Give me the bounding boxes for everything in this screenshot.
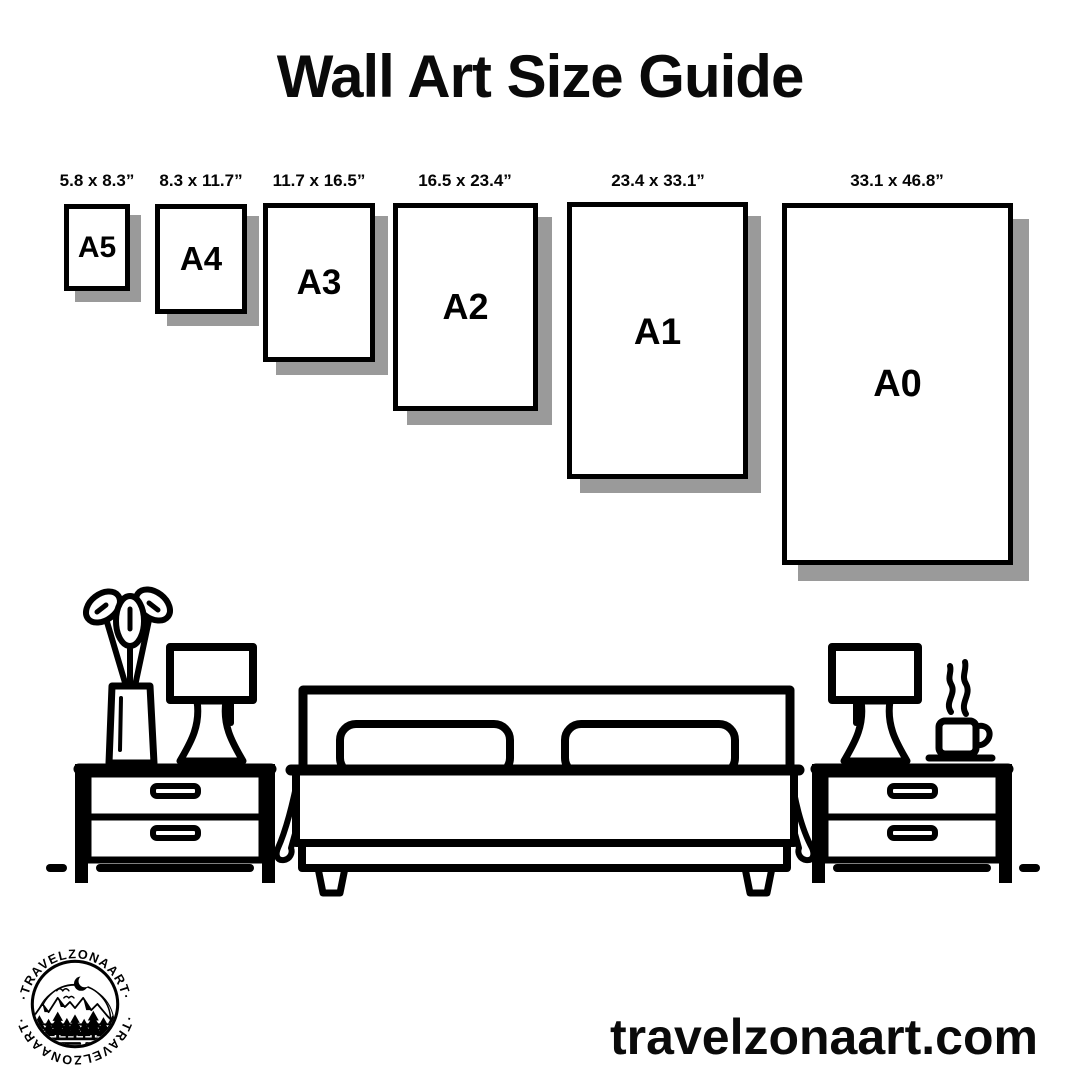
dimension-label-a1: 23.4 x 33.1”	[611, 171, 705, 190]
right-nightstand-icon	[816, 764, 1008, 883]
paper-letter-a3: A3	[296, 262, 342, 302]
left-nightstand-icon	[79, 764, 271, 883]
dimension-label-a3: 11.7 x 16.5”	[272, 171, 366, 190]
dimension-label-a4: 8.3 x 11.7”	[159, 171, 243, 190]
right-lamp-icon	[832, 647, 918, 761]
logo-text-bottom: ·TRAVELZONAART·	[14, 1014, 136, 1065]
paper-letter-a4: A4	[179, 240, 223, 277]
logo-text-top: ·TRAVELZONAART·	[16, 947, 134, 1001]
birds-icon	[57, 989, 74, 998]
paper-letter-a0: A0	[873, 362, 922, 405]
paper-letter-a5: A5	[77, 230, 117, 264]
paper-letter-a2: A2	[442, 286, 489, 327]
coffee-cup-icon	[929, 662, 992, 758]
dimension-label-a0: 33.1 x 46.8”	[850, 171, 944, 190]
paper-letter-a1: A1	[633, 310, 682, 352]
brand-logo	[14, 943, 136, 1065]
website-url: travelzonaart.com	[610, 1009, 1038, 1065]
dimension-label-a5: 5.8 x 8.3”	[59, 171, 135, 190]
left-lamp-icon	[170, 647, 253, 761]
plant-vase-icon	[80, 583, 176, 763]
bed-icon	[277, 690, 814, 893]
page-title: Wall Art Size Guide	[276, 43, 804, 110]
dimension-label-a2: 16.5 x 23.4”	[418, 171, 512, 190]
